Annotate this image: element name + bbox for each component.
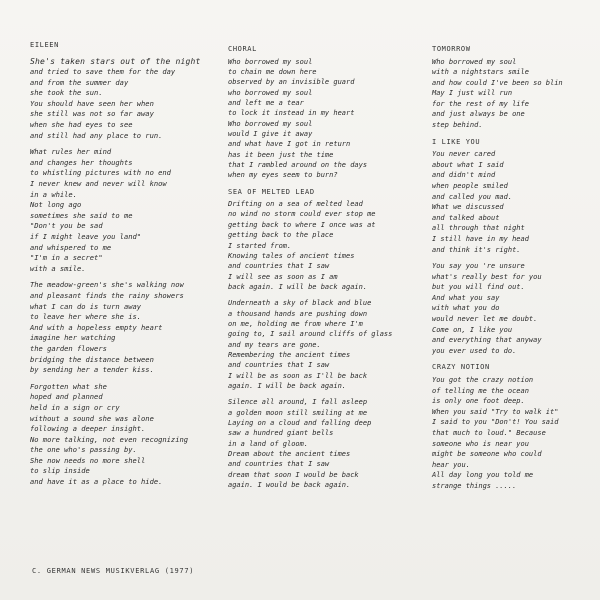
lyric-line: someone who is near you bbox=[432, 439, 529, 448]
song-title-crazy-notion: CRAZY NOTION bbox=[432, 363, 490, 372]
lyric-line: and left me a tear bbox=[228, 98, 304, 107]
crazy-notion-lyrics bbox=[432, 375, 592, 492]
lyric-line: Drifting on a sea of melted lead bbox=[228, 200, 363, 209]
lyric-line: all through that night bbox=[432, 224, 525, 233]
lyric-line: and pleasant finds the rainy showers bbox=[30, 290, 184, 300]
lyric-line: getting back to where I once was at bbox=[228, 220, 376, 229]
lyric-line: and from the summer day bbox=[30, 77, 129, 87]
lyric-line: Silence all around, I fall asleep bbox=[228, 398, 368, 407]
lyric-line: a golden moon still smiling at me bbox=[228, 408, 368, 417]
lyric-line: and still had any place to run. bbox=[30, 130, 163, 140]
eileen-stanza-2 bbox=[30, 147, 218, 274]
i-like-you-stanza-2 bbox=[432, 261, 592, 356]
lyric-line: When you said "Try to walk it" bbox=[432, 407, 559, 416]
lyric-line: getting back to the place bbox=[228, 231, 334, 240]
tomorrow-lyrics bbox=[432, 57, 592, 131]
song-title-choral: CHORAL bbox=[228, 45, 257, 53]
lyric-line: going to, I sail around cliffs of glass bbox=[228, 330, 393, 339]
lyric-line: dream that soon I would be back bbox=[228, 470, 359, 479]
lyric-line: Knowing tales of ancient times bbox=[228, 251, 355, 260]
lyric-line: And with a hopeless empty heart bbox=[30, 322, 163, 332]
lyric-line: Who borrowed my soul bbox=[432, 57, 517, 66]
lyric-line: bridging the distance between bbox=[30, 354, 154, 364]
lyric-line: Who borrowed my soul bbox=[228, 57, 313, 66]
lyric-line: of telling me the ocean bbox=[432, 386, 529, 395]
lyric-line: What we discussed bbox=[432, 203, 504, 212]
lyric-line: I never knew and never will know bbox=[30, 179, 167, 189]
lyric-line: with what you do bbox=[432, 304, 500, 313]
lyric-line: the garden flowers bbox=[30, 343, 107, 353]
column-middle bbox=[228, 44, 418, 496]
lyric-line: You got the crazy notion bbox=[432, 375, 534, 384]
lyric-line: and tried to save them for the day bbox=[30, 67, 176, 77]
lyric-line: to leave her where she is. bbox=[30, 312, 142, 322]
lyric-line: to chain me down here bbox=[228, 67, 317, 76]
lyric-line: and everything that anyway bbox=[432, 336, 542, 345]
lyric-line: who borrowed my soul bbox=[228, 88, 313, 97]
lyric-line: I will see as soon as I am bbox=[228, 272, 338, 281]
lyric-line: following a deeper insight. bbox=[30, 424, 146, 434]
sea-stanza-1 bbox=[228, 199, 418, 292]
lyric-line: you ever used to do. bbox=[432, 346, 517, 355]
lyric-line: You never cared bbox=[432, 150, 496, 159]
i-like-you-stanza-1 bbox=[432, 149, 592, 255]
lyric-line: "Don't you be sad bbox=[30, 221, 103, 231]
lyric-line: and whispered to me bbox=[30, 242, 112, 252]
lyric-line: Come on, I like you bbox=[432, 325, 513, 334]
lyric-line: and countries that I saw bbox=[228, 361, 330, 370]
lyric-line: Dream about the ancient times bbox=[228, 450, 351, 459]
lyric-line: She now needs no more shell bbox=[30, 455, 146, 465]
lyric-line: on me, holding me from where I'm bbox=[228, 319, 363, 328]
lyric-line: and how could I've been so blin bbox=[432, 78, 563, 87]
song-title-sea-of-melted-lead: SEA OF MELTED LEAD bbox=[228, 187, 315, 196]
lyric-line: that I rambled around on the days bbox=[228, 160, 368, 169]
lyric-line: held in a sign or cry bbox=[30, 402, 120, 412]
lyric-line: Not long ago bbox=[30, 200, 82, 210]
column-right bbox=[432, 44, 592, 497]
sea-stanza-2 bbox=[228, 298, 418, 391]
lyric-line: What rules her mind bbox=[30, 147, 112, 157]
lyric-line: by sending her a tender kiss. bbox=[30, 365, 154, 375]
lyric-line: Remembering the ancient times bbox=[228, 350, 351, 359]
lyric-line: and just always be one bbox=[432, 110, 525, 119]
lyric-line: Forgotten what she bbox=[30, 381, 107, 391]
lyric-line: in a land of gloom. bbox=[228, 439, 309, 448]
lyric-line: again. I will be back again. bbox=[228, 381, 347, 390]
lyric-line: May I just will run bbox=[432, 89, 513, 98]
lyric-line: Underneath a sky of black and blue bbox=[228, 299, 372, 308]
lyric-line: if I might leave you land" bbox=[30, 232, 142, 241]
lyric-line: hoped and planned bbox=[30, 392, 103, 402]
lyric-line: and countries that I saw bbox=[228, 262, 330, 271]
lyric-line: is only one foot deep. bbox=[432, 397, 525, 406]
eileen-stanza-1 bbox=[30, 57, 218, 142]
lyric-line: when my eyes seem to burn? bbox=[228, 171, 338, 180]
lyric-line: to lock it instead in my heart bbox=[228, 109, 355, 118]
lyric-line: and didn't mind bbox=[432, 171, 496, 180]
lyric-line: might be someone who could bbox=[432, 450, 542, 459]
lyric-line: I still have in my head bbox=[432, 234, 529, 243]
lyric-line: and changes her thoughts bbox=[30, 157, 133, 167]
lyric-line: back again. I will be back again. bbox=[228, 282, 368, 291]
lyric-line: again. I would be back again. bbox=[228, 481, 351, 490]
lyric-line: without a sound she was alone bbox=[30, 413, 154, 423]
lyric-line: imagine her watching bbox=[30, 333, 116, 343]
song-title-i-like-you: I LIKE YOU bbox=[432, 137, 481, 146]
column-left bbox=[30, 40, 218, 494]
lyric-line: when she had eyes to see bbox=[30, 120, 133, 130]
lyric-line: with a smile. bbox=[30, 263, 86, 273]
lyric-line: a thousand hands are pushing down bbox=[228, 309, 368, 318]
choral-lyrics bbox=[228, 57, 418, 181]
song-title-tomorrow: TOMORROW bbox=[432, 45, 471, 53]
lyric-line: I started from. bbox=[228, 241, 292, 250]
lyric-line: I said to you "Don't! You said bbox=[432, 418, 559, 427]
lyric-line: and have it as a place to hide. bbox=[30, 477, 163, 487]
lyric-line: about what I said bbox=[432, 160, 504, 169]
lyric-line: No more talking, not even recognizing bbox=[30, 434, 189, 444]
lyric-line: that much to loud." Because bbox=[432, 428, 546, 437]
eileen-stanza-4 bbox=[30, 382, 218, 488]
lyric-line: strange things ..... bbox=[432, 481, 517, 490]
lyric-line: with a nightstars smile bbox=[432, 68, 529, 77]
lyric-line: when people smiled bbox=[432, 181, 508, 190]
lyric-line: Who borrowed my soul bbox=[228, 119, 313, 128]
lyric-line: and think it's right. bbox=[432, 245, 521, 254]
lyric-line: would never let me doubt. bbox=[432, 315, 538, 324]
lyric-line: I will be as soon as I'll be back bbox=[228, 371, 368, 380]
lyric-line: and called you mad. bbox=[432, 192, 513, 201]
lyric-line: "I'm in a secret" bbox=[30, 253, 103, 263]
lyric-line: for the rest of my life bbox=[432, 99, 529, 108]
lyric-line: and talked about bbox=[432, 213, 500, 222]
lyric-line: hear you. bbox=[432, 460, 470, 469]
lyric-line: she still was not so far away bbox=[30, 109, 154, 119]
lyric-line: You should have seen her when bbox=[30, 98, 154, 108]
lyric-line: she took the sun. bbox=[30, 88, 103, 98]
lyric-line: to whistling pictures with no end bbox=[30, 168, 171, 178]
lyric-line: what's really best for you bbox=[432, 272, 542, 281]
lyric-line: All day long you told me bbox=[432, 471, 534, 480]
lyric-line: the one who's passing by. bbox=[30, 445, 137, 455]
lyric-line: saw a hundred giant bells bbox=[228, 429, 334, 438]
lyric-line: what I can do is turn away bbox=[30, 301, 142, 311]
sea-stanza-3 bbox=[228, 397, 418, 490]
lyric-line: has it been just the time bbox=[228, 150, 334, 159]
lyric-line: She's taken stars out of the night bbox=[30, 56, 201, 66]
lyric-line: and what have I got in return bbox=[228, 140, 351, 149]
lyric-line: sometimes she said to me bbox=[30, 210, 133, 220]
lyric-line: but you will find out. bbox=[432, 283, 525, 292]
lyric-line: Laying on a cloud and falling deep bbox=[228, 419, 372, 427]
publisher-credit: C. GERMAN NEWS MUSIKVERLAG (1977) bbox=[32, 567, 195, 575]
lyric-line: and my tears are gone. bbox=[228, 340, 321, 349]
lyric-line: would I give it away bbox=[228, 129, 313, 138]
lyric-line: The meadow-green's she's walking now bbox=[30, 280, 184, 290]
lyric-line: to slip inside bbox=[30, 466, 90, 476]
lyric-line: step behind. bbox=[432, 121, 483, 130]
lyric-line: You say you 're unsure bbox=[432, 262, 525, 271]
lyric-line: and countries that I saw bbox=[228, 460, 330, 469]
song-title-eileen: EILEEN bbox=[30, 41, 59, 49]
eileen-stanza-3 bbox=[30, 280, 218, 375]
lyric-line: in a while. bbox=[30, 189, 77, 199]
lyric-line: observed by an invisible guard bbox=[228, 78, 355, 87]
lyric-line: no wind no storm could ever stop me bbox=[228, 210, 376, 219]
lyric-line: And what you say bbox=[432, 293, 500, 302]
